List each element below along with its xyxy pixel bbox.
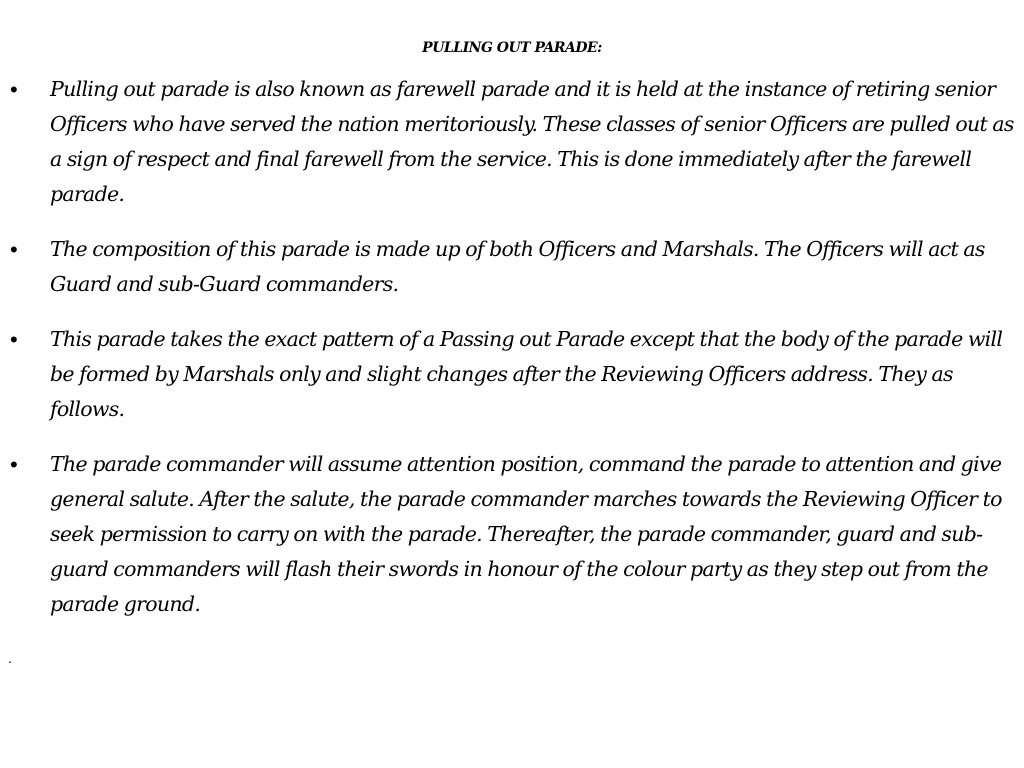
- bullet-list: [10, 72, 1014, 642]
- slide-title: PULLING OUT PARADE:: [422, 40, 602, 56]
- bullet-text: The composition of this parade is made up of both Officers and Marshals. The Officers will act as Guard and sub-Guard commanders.: [50, 237, 985, 296]
- bullet-item: [10, 232, 1014, 302]
- bullet-text: Pulling out parade is also known as farewell parade and it is held at the instance of retiring senior Officers who have served the nation meritoriously. These classes of senior Officers are pulled out as a sign of respect and final farewell from the service. This is done immediately after the farewell parade.: [50, 77, 1014, 206]
- trailing-period: .: [8, 650, 12, 666]
- bullet-icon: •: [10, 327, 18, 352]
- bullet-icon: •: [10, 77, 18, 102]
- bullet-item: [10, 322, 1014, 427]
- bullet-text: The parade commander will assume attention position, command the parade to attention and give general salute. After the salute, the parade commander marches towards the Reviewing Officer to seek permission to carry on with the parade. Thereafter, the parade commander, guard and sub-guard commanders will flash their swords in honour of the colour party as they step out from the parade ground.: [50, 452, 1002, 616]
- bullet-icon: •: [10, 452, 18, 477]
- bullet-item: [10, 72, 1014, 212]
- bullet-icon: •: [10, 237, 18, 262]
- bullet-item: [10, 447, 1014, 622]
- bullet-text: This parade takes the exact pattern of a Passing out Parade except that the body of the parade will be formed by Marshals only and slight changes after the Reviewing Officers address. They as follows.: [50, 327, 1003, 421]
